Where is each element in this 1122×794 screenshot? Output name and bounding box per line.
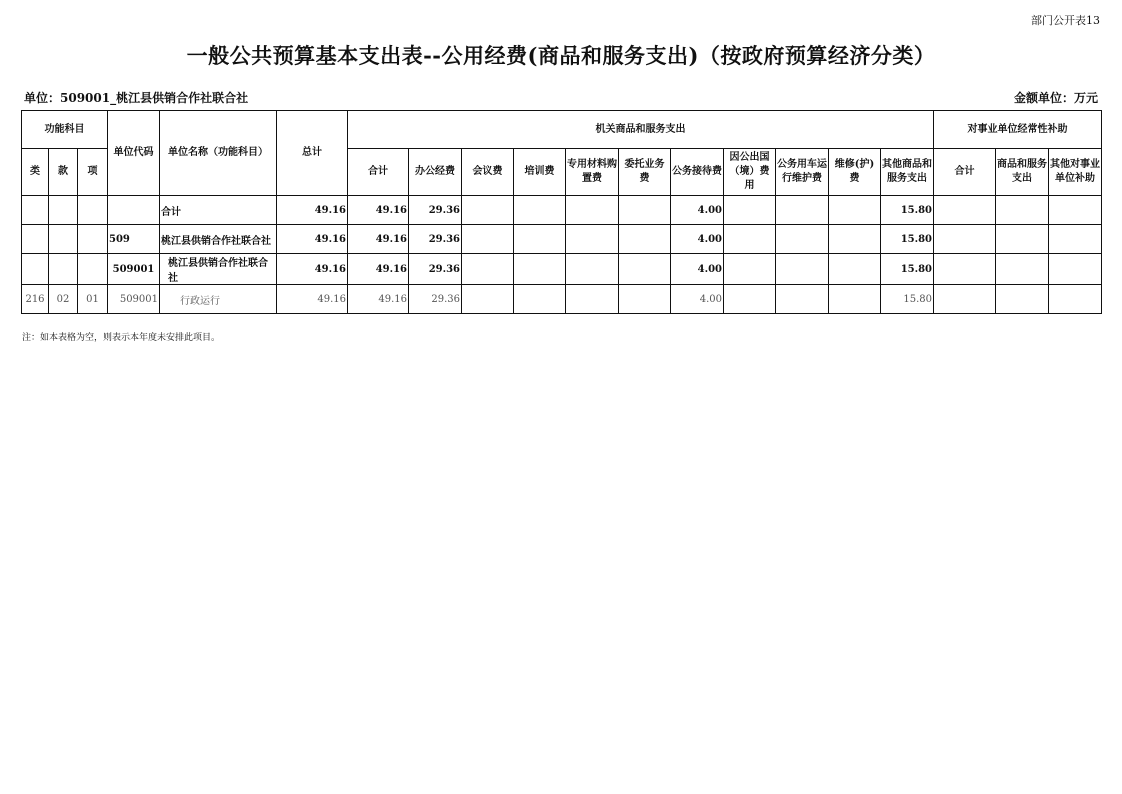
table-cell: 29.36 — [409, 285, 462, 314]
table-cell — [514, 285, 566, 314]
table-cell: 49.16 — [348, 225, 409, 254]
table-cell — [462, 225, 514, 254]
table-cell: 29.36 — [409, 196, 462, 225]
header-col: 因公出国（境）费用 — [724, 149, 776, 196]
table-row — [22, 285, 1102, 314]
table-cell: 15.80 — [881, 285, 934, 314]
table-cell — [996, 254, 1049, 285]
header-col: 维修(护)费 — [829, 149, 881, 196]
table-cell — [49, 196, 78, 225]
table-cell — [776, 285, 829, 314]
table-cell — [619, 285, 671, 314]
table-cell: 49.16 — [348, 254, 409, 285]
table-cell — [566, 285, 619, 314]
table-cell — [22, 196, 49, 225]
header-col: 委托业务费 — [619, 149, 671, 196]
table-cell — [996, 285, 1049, 314]
table-cell — [934, 225, 996, 254]
unit-label: 单位：509001_桃江县供销合作社联合社 — [24, 91, 249, 105]
table-cell: 49.16 — [348, 285, 409, 314]
table-cell: 509001 — [108, 285, 160, 314]
table-cell — [724, 254, 776, 285]
expenditure-table — [21, 110, 1102, 314]
header-total: 总计 — [277, 111, 348, 196]
table-cell — [829, 285, 881, 314]
header-xiang: 项 — [78, 149, 108, 196]
table-row — [22, 225, 1102, 254]
table-cell — [619, 225, 671, 254]
document-tag: 部门公开表13 — [1031, 14, 1100, 27]
table-cell — [1049, 196, 1102, 225]
header-func-subject: 功能科目 — [22, 111, 108, 149]
table-cell: 29.36 — [409, 225, 462, 254]
header-lei: 类 — [22, 149, 49, 196]
table-cell: 15.80 — [881, 225, 934, 254]
table-cell: 509001 — [108, 254, 160, 285]
table-cell — [934, 196, 996, 225]
table-cell — [462, 285, 514, 314]
table-cell: 桃江县供销合作社联合社 — [160, 254, 277, 285]
table-cell: 4.00 — [671, 196, 724, 225]
table-row — [22, 196, 1102, 225]
table-cell: 29.36 — [409, 254, 462, 285]
table-cell: 216 — [22, 285, 49, 314]
table-cell: 02 — [49, 285, 78, 314]
table-cell — [462, 254, 514, 285]
table-cell — [566, 225, 619, 254]
table-cell — [724, 196, 776, 225]
header-subsidy: 对事业单位经常性补助 — [934, 111, 1102, 149]
header-unit-name: 单位名称（功能科目） — [160, 111, 277, 196]
table-cell: 行政运行 — [160, 285, 277, 314]
table-cell — [108, 196, 160, 225]
table-cell — [776, 254, 829, 285]
table-cell — [934, 254, 996, 285]
table-cell: 15.80 — [881, 196, 934, 225]
table-cell — [1049, 285, 1102, 314]
table-cell — [78, 254, 108, 285]
header-unit-code: 单位代码 — [108, 111, 160, 196]
table-cell — [619, 254, 671, 285]
table-cell: 49.16 — [348, 196, 409, 225]
footnote: 注：如本表格为空，则表示本年度未安排此项目。 — [22, 333, 221, 343]
header-col: 其他对事业单位补助 — [1049, 149, 1102, 196]
table-body — [22, 196, 1102, 314]
table-cell — [776, 196, 829, 225]
table-cell — [829, 254, 881, 285]
table-cell — [78, 196, 108, 225]
header-kuan: 款 — [49, 149, 78, 196]
table-cell — [1049, 254, 1102, 285]
header-col: 公务接待费 — [671, 149, 724, 196]
header-col: 培训费 — [514, 149, 566, 196]
table-cell: 01 — [78, 285, 108, 314]
table-cell — [996, 225, 1049, 254]
table-cell: 合计 — [160, 196, 277, 225]
table-cell — [566, 254, 619, 285]
table-row — [22, 254, 1102, 285]
table-cell — [566, 196, 619, 225]
table-cell — [514, 254, 566, 285]
header-col: 办公经费 — [409, 149, 462, 196]
header-col: 合计 — [348, 149, 409, 196]
table-cell — [776, 225, 829, 254]
table-cell: 509 — [108, 225, 160, 254]
amount-unit-label: 金额单位：万元 — [1013, 91, 1098, 105]
table-cell — [514, 196, 566, 225]
table-cell — [22, 225, 49, 254]
table-cell — [514, 225, 566, 254]
table-cell — [829, 225, 881, 254]
header-col: 商品和服务支出 — [996, 149, 1049, 196]
table-cell: 15.80 — [881, 254, 934, 285]
table-cell — [829, 196, 881, 225]
table-cell: 4.00 — [671, 285, 724, 314]
table-cell — [619, 196, 671, 225]
table-cell — [934, 285, 996, 314]
page-title: 一般公共预算基本支出表--公用经费(商品和服务支出)（按政府预算经济分类） — [186, 43, 936, 68]
table-cell: 桃江县供销合作社联合社 — [160, 225, 277, 254]
table-cell: 4.00 — [671, 254, 724, 285]
table-cell — [724, 285, 776, 314]
table-cell: 49.16 — [277, 196, 348, 225]
table-cell: 49.16 — [277, 285, 348, 314]
header-col: 其他商品和服务支出 — [881, 149, 934, 196]
header-col: 公务用车运行维护费 — [776, 149, 829, 196]
table-cell: 4.00 — [671, 225, 724, 254]
header-col: 合计 — [934, 149, 996, 196]
table-cell — [22, 254, 49, 285]
table-cell — [49, 225, 78, 254]
table-cell: 49.16 — [277, 254, 348, 285]
header-col: 会议费 — [462, 149, 514, 196]
table-cell — [996, 196, 1049, 225]
table-cell — [462, 196, 514, 225]
table-cell: 49.16 — [277, 225, 348, 254]
table-cell — [78, 225, 108, 254]
table-cell — [1049, 225, 1102, 254]
table-cell — [724, 225, 776, 254]
table-cell — [49, 254, 78, 285]
header-org-goods: 机关商品和服务支出 — [348, 111, 934, 149]
header-col: 专用材料购置费 — [566, 149, 619, 196]
